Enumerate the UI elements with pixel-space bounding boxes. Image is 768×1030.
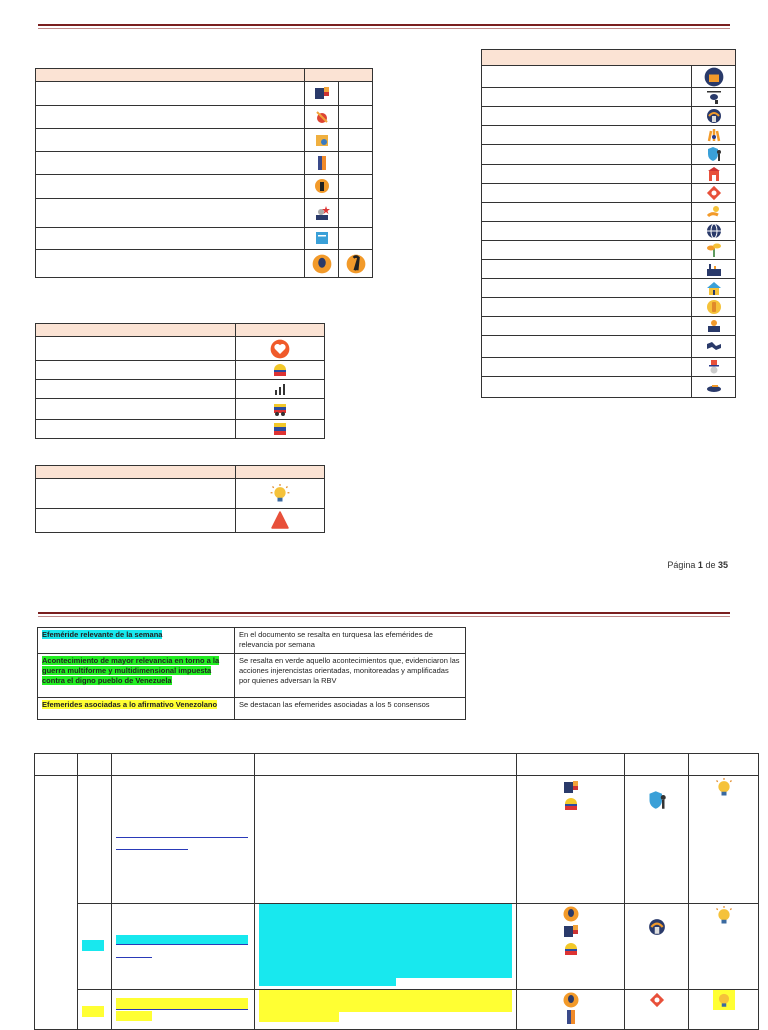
book-flag-icon — [563, 779, 579, 795]
link-underline[interactable] — [116, 957, 152, 958]
table-header — [36, 466, 236, 479]
hands-icon — [706, 127, 722, 143]
yellow-highlight — [259, 1012, 339, 1022]
page2-header-rule-thin — [38, 616, 730, 617]
hand-coin-icon — [706, 204, 722, 220]
lightbulb-icon — [270, 484, 290, 504]
legend-key: Efemerides asociadas a lo afirmativo Venezolano — [42, 700, 218, 709]
venezuela-flag-icon — [272, 421, 288, 437]
skull-gun-icon — [706, 379, 722, 395]
heart-badge-icon — [270, 339, 290, 359]
table-header — [236, 324, 325, 337]
person-badge-icon — [314, 178, 330, 194]
blue-document-icon — [314, 230, 330, 246]
factory-icon — [706, 261, 722, 277]
cyan-highlight — [82, 940, 104, 951]
map-folder-icon — [314, 132, 330, 148]
warning-triangle-icon — [269, 511, 291, 529]
link-underline[interactable] — [116, 849, 188, 850]
handshake-icon — [706, 338, 722, 354]
link-underline[interactable] — [116, 944, 248, 945]
red-house-icon — [706, 185, 722, 201]
handcuff-icon — [706, 318, 722, 334]
chart-icon — [272, 381, 288, 397]
book-stack-icon — [314, 155, 330, 171]
yellow-highlight — [116, 1011, 152, 1021]
uncle-sam-icon — [706, 359, 722, 375]
venezuela-drop-icon — [563, 796, 579, 812]
legend-row — [38, 698, 466, 720]
phone-icon — [706, 299, 722, 315]
globe-pin-icon — [314, 109, 330, 125]
table-header — [36, 69, 305, 82]
yellow-highlight — [259, 990, 512, 1012]
plant-icon — [706, 242, 722, 258]
book-flag-icon — [314, 85, 330, 101]
location-pin-icon — [563, 992, 579, 1008]
icon-table-1 — [35, 68, 373, 278]
legend-desc: Se resalta en verde aquello acontecimientos que, evidenciaron las acciones injerencistas orientadas, monitoreadas y amplificadas por quienes adversan la RBV — [235, 654, 466, 698]
lightbulb-icon — [714, 906, 734, 926]
helicopter-icon — [706, 89, 722, 105]
table-row — [35, 776, 759, 904]
worker-star-icon — [314, 205, 330, 221]
location-pin-icon — [312, 254, 332, 274]
home-icon — [706, 280, 722, 296]
table-row — [35, 904, 759, 990]
location-pin-icon — [563, 906, 579, 922]
book-shield-icon — [704, 67, 724, 87]
table-header — [305, 69, 373, 82]
table-header — [236, 466, 325, 479]
book-stack-icon — [563, 1009, 579, 1025]
legend-key: Efeméride relevante de la semana — [42, 630, 163, 639]
legend-row — [38, 628, 466, 654]
book-flag-icon — [563, 923, 579, 939]
venezuela-drop-icon — [272, 362, 288, 378]
cyan-highlight — [116, 935, 248, 944]
legend-table — [37, 627, 466, 720]
header-rule-thin — [38, 28, 730, 29]
earth-hand-icon — [706, 108, 722, 124]
legend-desc: Se destacan las efemerides asociadas a los 5 consensos — [235, 698, 466, 720]
table-header — [36, 324, 236, 337]
red-house-icon — [649, 992, 665, 1008]
header-rule — [38, 24, 730, 26]
page-number: Página 1 de 35 — [667, 560, 728, 570]
icon-table-2 — [35, 323, 325, 439]
cyan-highlight — [259, 904, 512, 978]
icon-table-4 — [481, 49, 736, 398]
link-underline[interactable] — [116, 1009, 248, 1010]
icon-table-3 — [35, 465, 325, 533]
legend-row — [38, 654, 466, 698]
lightbulb-icon — [714, 778, 734, 798]
page2-header-rule — [38, 612, 730, 614]
shield-person-icon — [647, 790, 667, 810]
venezuela-drop-icon — [563, 941, 579, 957]
yellow-highlight — [82, 1006, 104, 1017]
table-header-row — [35, 754, 759, 776]
flag-people-icon — [272, 401, 288, 417]
events-table — [34, 753, 759, 1030]
shield-person-icon — [706, 146, 722, 162]
link-underline[interactable] — [116, 837, 248, 838]
table-header — [482, 50, 736, 66]
ribbon-icon — [346, 254, 366, 274]
legend-desc: En el documento se resalta en turquesa las efemérides de relevancia por semana — [235, 628, 466, 654]
yellow-highlight — [116, 998, 248, 1009]
earth-hand-icon — [648, 918, 666, 936]
cyan-highlight — [259, 978, 396, 986]
building-icon — [706, 166, 722, 182]
globe-icon — [706, 223, 722, 239]
legend-key: Acontecimiento de mayor relevancia en torno a la guerra multiforme y multidimensional impuesta contra el digno pueblo de Venezuela — [42, 656, 220, 685]
lightbulb-icon — [715, 991, 733, 1009]
